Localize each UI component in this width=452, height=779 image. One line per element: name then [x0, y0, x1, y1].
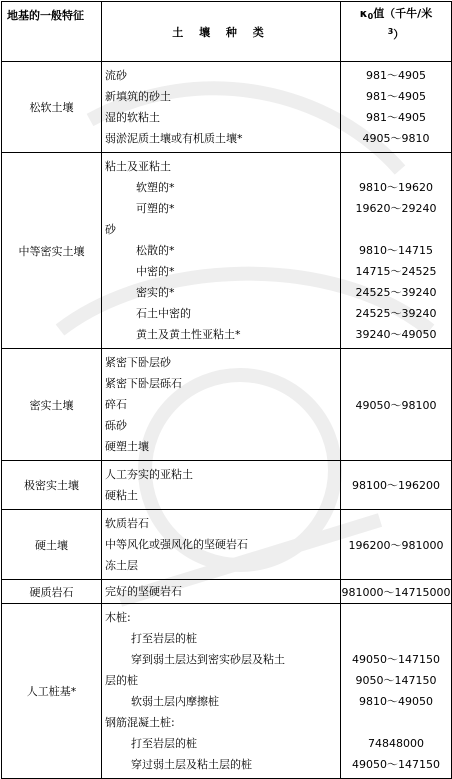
coefficient-value: 981～4905	[366, 69, 426, 82]
category-cell: 密实土壤	[2, 349, 102, 461]
soil-item: 打至岩层的桩	[131, 737, 197, 750]
coefficient-value: 19620～29240	[355, 202, 437, 215]
soil-item: 软质岩石	[105, 517, 149, 530]
soil-item: 穿到弱土层达到密实砂层及粘土	[131, 653, 285, 666]
soil-item: 粘土及亚粘土	[105, 160, 171, 173]
values-cell	[341, 62, 452, 153]
soil-item: 紧密下卧层砂	[105, 356, 171, 369]
values-cell	[341, 604, 452, 779]
coefficient-value: 981～4905	[366, 111, 426, 124]
table-row	[2, 604, 452, 779]
soil-item: 中密的*	[136, 265, 175, 278]
category-cell: 中等密实土壤	[2, 153, 102, 349]
coefficient-value: 49050～98100	[341, 349, 452, 461]
kappa-symbol: κ	[359, 7, 368, 20]
header-coefficient-unit: 值（千牛/米	[373, 7, 433, 20]
values-cell	[341, 153, 452, 349]
category-cell: 松软土壤	[2, 62, 102, 153]
soil-item: 木桩:	[105, 611, 131, 624]
soil-item: 新填筑的砂土	[105, 90, 171, 103]
soil-item: 湿的软粘土	[105, 111, 160, 124]
coefficient-value	[341, 156, 451, 177]
soil-item: 黄土及黄土性亚粘土*	[136, 328, 241, 341]
header-coefficient	[341, 2, 452, 62]
kappa-subscript: 0	[367, 12, 374, 21]
soil-items-cell	[102, 349, 341, 461]
category-cell: 极密实土壤	[2, 461, 102, 510]
soil-item: 穿过弱土层及粘土层的桩	[131, 758, 252, 771]
table-row	[2, 461, 452, 510]
unit-exponent: 3	[387, 27, 394, 36]
category-cell: 人工桩基*	[2, 604, 102, 779]
table-row	[2, 349, 452, 461]
header-close-paren: ）	[393, 28, 405, 41]
coefficient-value: 9810～19620	[359, 181, 433, 194]
table-row	[2, 580, 452, 604]
soil-item: 松散的*	[136, 244, 175, 257]
table-row	[2, 153, 452, 349]
soil-item: 密实的*	[136, 286, 175, 299]
coefficient-value: 74848000	[368, 737, 424, 750]
soil-item: 人工夯实的亚粘土	[105, 468, 193, 481]
coefficient-value: 24525～39240	[355, 286, 437, 299]
category-cell: 硬土壤	[2, 510, 102, 580]
coefficient-value	[341, 628, 451, 649]
soil-item: 软弱土层内摩擦桩	[131, 695, 219, 708]
soil-item: 硬粘土	[105, 489, 138, 502]
soil-items-cell	[102, 580, 341, 604]
soil-items-cell	[102, 604, 341, 779]
soil-item: 可塑的*	[136, 202, 175, 215]
coefficient-value: 24525～39240	[355, 307, 437, 320]
soil-item: 冻土层	[105, 559, 138, 572]
coefficient-value: 14715～24525	[355, 265, 437, 278]
soil-item: 软塑的*	[136, 181, 175, 194]
coefficient-value: 9810～14715	[359, 244, 433, 257]
soil-item: 流砂	[105, 69, 127, 82]
table-row	[2, 62, 452, 153]
soil-item: 碎石	[105, 398, 127, 411]
soil-item: 层的桩	[105, 674, 138, 687]
coefficient-value	[341, 712, 451, 733]
coefficient-value: 9810～49050	[359, 695, 433, 708]
soil-item: 打至岩层的桩	[131, 632, 197, 645]
soil-item: 完好的坚硬岩石	[105, 585, 182, 598]
category-cell: 硬质岩石	[2, 580, 102, 604]
coefficient-value: 39240～49050	[355, 328, 437, 341]
coefficient-value: 981000～14715000	[341, 580, 452, 604]
soil-item: 砾砂	[105, 419, 127, 432]
coefficient-value: 49050～147150	[352, 653, 440, 666]
soil-item: 弱淤泥质土壤或有机质土壤*	[105, 132, 243, 145]
soil-item: 石土中密的	[136, 307, 191, 320]
soil-item: 钢筋混凝土桩:	[105, 716, 175, 729]
header-foundation-feature: 地基的一般特征	[2, 2, 102, 62]
soil-items-cell	[102, 62, 341, 153]
header-soil-type: 土 壤 种 类	[102, 2, 341, 62]
soil-items-cell	[102, 153, 341, 349]
soil-item: 紧密下卧层砾石	[105, 377, 182, 390]
coefficient-value: 98100～196200	[341, 461, 452, 510]
coefficient-value: 196200～981000	[341, 510, 452, 580]
soil-items-cell	[102, 510, 341, 580]
coefficient-value	[341, 219, 451, 240]
coefficient-value: 4905～9810	[362, 132, 430, 145]
coefficient-value: 981～4905	[366, 90, 426, 103]
table-header-row	[2, 2, 452, 62]
coefficient-value: 9050～147150	[355, 674, 437, 687]
soil-item: 砂	[105, 223, 116, 236]
coefficient-value: 49050～147150	[352, 758, 440, 771]
coefficient-value	[341, 607, 451, 628]
foundation-coefficient-table	[1, 1, 452, 779]
soil-items-cell	[102, 461, 341, 510]
soil-item: 硬塑土壤	[105, 440, 149, 453]
table-row	[2, 510, 452, 580]
soil-item: 中等风化或强风化的坚硬岩石	[105, 538, 248, 551]
